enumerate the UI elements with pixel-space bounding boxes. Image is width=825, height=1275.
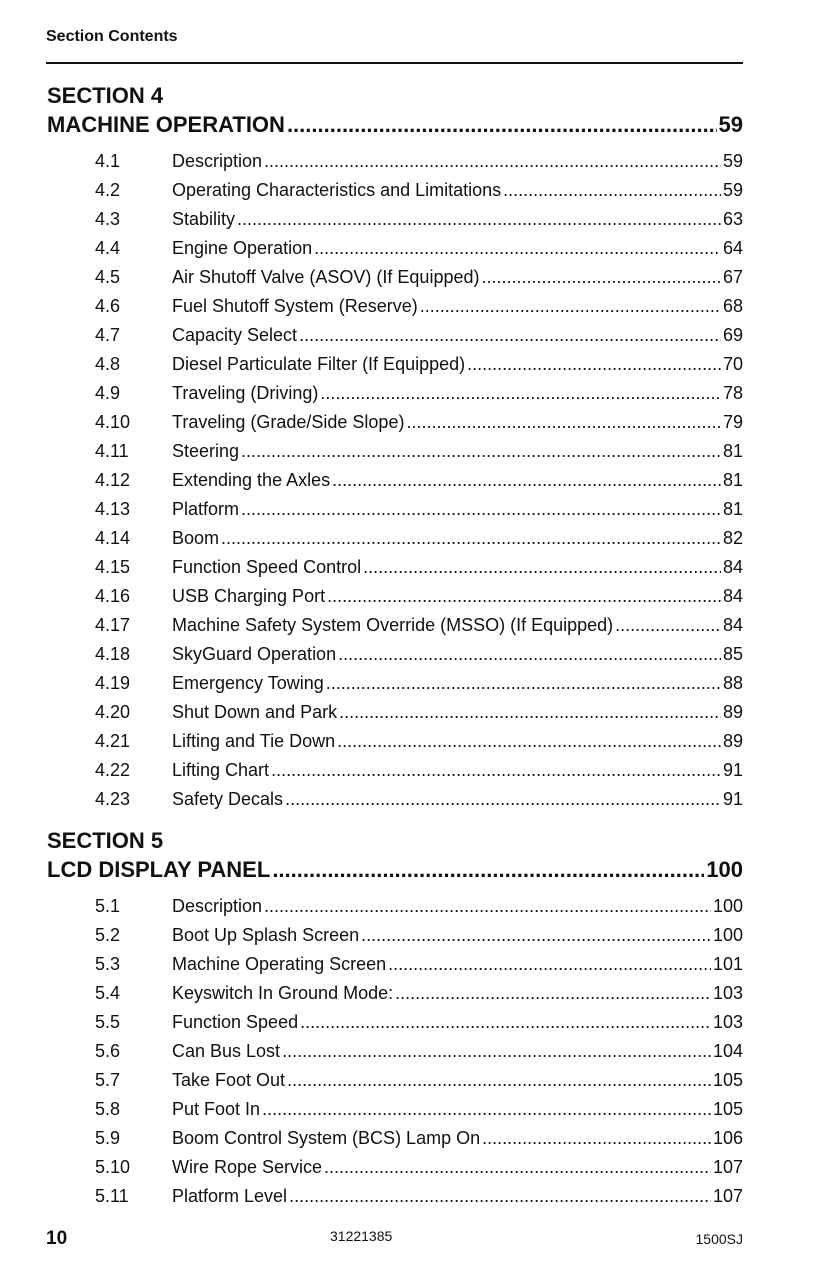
entry-number: 4.14 — [95, 528, 131, 548]
entry-title: Stability — [172, 209, 236, 229]
entry-title: Wire Rope Service — [172, 1157, 323, 1177]
toc-entry[interactable] — [47, 921, 743, 950]
header-divider — [46, 62, 743, 64]
entry-title: Put Foot In — [172, 1099, 261, 1119]
entry-number: 4.7 — [95, 325, 121, 345]
page-number: 10 — [46, 1228, 68, 1249]
entry-page: 63 — [722, 209, 743, 229]
dot-leader — [314, 234, 721, 263]
dot-leader — [285, 785, 721, 814]
entry-number: 4.12 — [95, 470, 131, 490]
entry-number: 4.2 — [95, 180, 121, 200]
toc-entry[interactable] — [47, 524, 743, 553]
model-name: 1500SJ — [695, 1231, 743, 1247]
entry-page: 101 — [712, 954, 743, 974]
section-5 — [47, 827, 743, 1211]
entry-number: 5.2 — [95, 925, 121, 945]
dot-leader — [289, 1182, 711, 1211]
entry-title: Description — [172, 151, 263, 171]
entry-number: 5.11 — [95, 1186, 129, 1206]
entry-title: Steering — [172, 441, 240, 461]
dot-leader — [326, 669, 721, 698]
entry-title: Keyswitch In Ground Mode: — [172, 983, 394, 1003]
dot-leader — [241, 495, 721, 524]
entry-page: 84 — [722, 615, 743, 635]
dot-leader — [395, 979, 711, 1008]
toc-entry[interactable] — [47, 263, 743, 292]
dot-leader — [320, 379, 721, 408]
entry-number: 4.4 — [95, 238, 121, 258]
dot-leader — [287, 110, 717, 140]
entry-page: 78 — [722, 383, 743, 403]
dot-leader — [237, 205, 721, 234]
toc-entry[interactable] — [47, 176, 743, 205]
dot-leader — [272, 855, 704, 885]
entry-title: USB Charging Port — [172, 586, 326, 606]
entry-page: 91 — [722, 789, 743, 809]
dot-leader — [264, 892, 711, 921]
dot-leader — [363, 553, 721, 582]
toc-entry[interactable] — [47, 437, 743, 466]
entry-title: Diesel Particulate Filter (If Equipped) — [172, 354, 466, 374]
entry-number: 4.16 — [95, 586, 131, 606]
dot-leader — [287, 1066, 711, 1095]
entry-page: 85 — [722, 644, 743, 664]
entry-page: 91 — [722, 760, 743, 780]
dot-leader — [300, 1008, 711, 1037]
dot-leader — [481, 263, 720, 292]
entry-number: 5.8 — [95, 1099, 121, 1119]
dot-leader — [339, 698, 721, 727]
entry-number: 5.3 — [95, 954, 121, 974]
toc-entry[interactable] — [47, 350, 743, 379]
toc-entry[interactable] — [47, 756, 743, 785]
toc-entries — [47, 892, 743, 1211]
page-footer — [46, 1228, 743, 1252]
document-number: 31221385 — [330, 1228, 393, 1244]
entry-title: Boot Up Splash Screen — [172, 925, 360, 945]
entry-page: 68 — [722, 296, 743, 316]
entry-number: 4.10 — [95, 412, 131, 432]
entry-page: 81 — [722, 441, 743, 461]
entry-number: 5.5 — [95, 1012, 121, 1032]
entry-number: 4.15 — [95, 557, 131, 577]
entry-page: 105 — [712, 1099, 743, 1119]
toc-entry[interactable] — [47, 640, 743, 669]
toc-entry[interactable] — [47, 582, 743, 611]
toc-entry[interactable] — [47, 1153, 743, 1182]
dot-leader — [299, 321, 721, 350]
toc-entry[interactable] — [47, 1037, 743, 1066]
section-title: MACHINE OPERATION — [47, 112, 285, 137]
dot-leader — [406, 408, 721, 437]
entry-title: Take Foot Out — [172, 1070, 286, 1090]
toc-entry[interactable] — [47, 727, 743, 756]
dot-leader — [282, 1037, 711, 1066]
toc-entry[interactable] — [47, 379, 743, 408]
entry-page: 88 — [722, 673, 743, 693]
entry-number: 4.3 — [95, 209, 121, 229]
toc-entries — [47, 147, 743, 814]
entry-number: 4.6 — [95, 296, 121, 316]
entry-title: Platform — [172, 499, 240, 519]
dot-leader — [262, 1095, 711, 1124]
entry-page: 103 — [712, 983, 743, 1003]
entry-page: 100 — [712, 925, 743, 945]
entry-number: 4.17 — [95, 615, 131, 635]
entry-number: 4.21 — [95, 731, 131, 751]
section-title-row — [47, 110, 743, 140]
toc-entry[interactable] — [47, 669, 743, 698]
running-header: Section Contents — [46, 28, 178, 45]
entry-title: Fuel Shutoff System (Reserve) — [172, 296, 418, 316]
dot-leader — [615, 611, 721, 640]
entry-page: 106 — [712, 1128, 743, 1148]
entry-number: 4.8 — [95, 354, 121, 374]
entry-page: 105 — [712, 1070, 743, 1090]
entry-page: 103 — [712, 1012, 743, 1032]
toc-entry[interactable] — [47, 950, 743, 979]
entry-title: Can Bus Lost — [172, 1041, 281, 1061]
entry-number: 4.1 — [95, 151, 121, 171]
section-number: SECTION 4 — [47, 83, 164, 108]
section-number: SECTION 5 — [47, 828, 164, 853]
entry-title: Function Speed Control — [172, 557, 362, 577]
toc-entry[interactable] — [47, 321, 743, 350]
toc-entry[interactable] — [47, 1008, 743, 1037]
dot-leader — [327, 582, 721, 611]
toc-entry[interactable] — [47, 1095, 743, 1124]
dot-leader — [332, 466, 721, 495]
entry-number: 4.5 — [95, 267, 121, 287]
dot-leader — [338, 640, 721, 669]
entry-title: Shut Down and Park — [172, 702, 338, 722]
entry-page: 84 — [722, 586, 743, 606]
entry-number: 4.19 — [95, 673, 131, 693]
dot-leader — [221, 524, 721, 553]
entry-page: 67 — [722, 267, 743, 287]
entry-page: 79 — [722, 412, 743, 432]
entry-title: Emergency Towing — [172, 673, 324, 693]
entry-title: Lifting Chart — [172, 760, 270, 780]
dot-leader — [482, 1124, 711, 1153]
dot-leader — [337, 727, 721, 756]
section-4 — [47, 82, 743, 814]
toc-entry[interactable] — [47, 495, 743, 524]
entry-title: Traveling (Driving) — [172, 383, 319, 403]
entry-page: 104 — [712, 1041, 743, 1061]
section-page: 59 — [718, 112, 743, 137]
toc-entry[interactable] — [47, 553, 743, 582]
dot-leader — [271, 756, 721, 785]
dot-leader — [467, 350, 721, 379]
entry-number: 5.10 — [95, 1157, 131, 1177]
entry-page: 69 — [722, 325, 743, 345]
entry-title: Machine Safety System Override (MSSO) (If Equipped) — [172, 615, 614, 635]
entry-title: Platform Level — [172, 1186, 288, 1206]
entry-page: 59 — [722, 151, 743, 171]
dot-leader — [361, 921, 711, 950]
entry-title: Boom Control System (BCS) Lamp On — [172, 1128, 481, 1148]
entry-number: 5.1 — [95, 896, 121, 916]
toc-entry[interactable] — [47, 611, 743, 640]
toc-entry[interactable] — [47, 408, 743, 437]
toc-entry[interactable] — [47, 1066, 743, 1095]
toc-entry[interactable] — [47, 466, 743, 495]
toc-entry[interactable] — [47, 1124, 743, 1153]
entry-title: Air Shutoff Valve (ASOV) (If Equipped) — [172, 267, 480, 287]
toc-entry[interactable] — [47, 1182, 743, 1211]
entry-number: 4.11 — [95, 441, 129, 461]
entry-number: 4.13 — [95, 499, 131, 519]
entry-title: Boom — [172, 528, 220, 548]
toc-entry[interactable] — [47, 979, 743, 1008]
dot-leader — [264, 147, 721, 176]
dot-leader — [388, 950, 711, 979]
entry-title: Engine Operation — [172, 238, 313, 258]
entry-number: 5.4 — [95, 983, 121, 1003]
entry-number: 5.9 — [95, 1128, 121, 1148]
toc-entry[interactable] — [47, 234, 743, 263]
toc-entry[interactable] — [47, 292, 743, 321]
entry-title: Machine Operating Screen — [172, 954, 387, 974]
entry-number: 5.6 — [95, 1041, 121, 1061]
section-title-row — [47, 855, 743, 885]
toc-entry[interactable] — [47, 785, 743, 814]
entry-number: 4.9 — [95, 383, 121, 403]
toc-entry[interactable] — [47, 147, 743, 176]
toc-entry[interactable] — [47, 205, 743, 234]
dot-leader — [420, 292, 721, 321]
entry-title: Safety Decals — [172, 789, 284, 809]
entry-number: 4.23 — [95, 789, 131, 809]
entry-number: 5.7 — [95, 1070, 121, 1090]
entry-page: 81 — [722, 499, 743, 519]
entry-number: 4.20 — [95, 702, 131, 722]
dot-leader — [241, 437, 721, 466]
entry-page: 107 — [712, 1186, 743, 1206]
entry-number: 4.22 — [95, 760, 131, 780]
entry-page: 64 — [722, 238, 743, 258]
section-title: LCD DISPLAY PANEL — [47, 857, 271, 882]
entry-page: 89 — [722, 731, 743, 751]
entry-page: 84 — [722, 557, 743, 577]
entry-title: Extending the Axles — [172, 470, 331, 490]
entry-page: 59 — [722, 180, 743, 200]
dot-leader — [503, 176, 721, 205]
entry-page: 70 — [722, 354, 743, 374]
entry-title: Capacity Select — [172, 325, 298, 345]
entry-page: 107 — [712, 1157, 743, 1177]
entry-title: SkyGuard Operation — [172, 644, 337, 664]
entry-title: Lifting and Tie Down — [172, 731, 336, 751]
section-page: 100 — [706, 857, 743, 882]
entry-title: Function Speed — [172, 1012, 299, 1032]
toc-entry[interactable] — [47, 698, 743, 727]
entry-page: 81 — [722, 470, 743, 490]
entry-page: 100 — [712, 896, 743, 916]
entry-title: Traveling (Grade/Side Slope) — [172, 412, 405, 432]
entry-number: 4.18 — [95, 644, 131, 664]
dot-leader — [324, 1153, 711, 1182]
entry-title: Operating Characteristics and Limitations — [172, 180, 502, 200]
entry-title: Description — [172, 896, 263, 916]
entry-page: 89 — [722, 702, 743, 722]
toc-entry[interactable] — [47, 892, 743, 921]
entry-page: 82 — [722, 528, 743, 548]
